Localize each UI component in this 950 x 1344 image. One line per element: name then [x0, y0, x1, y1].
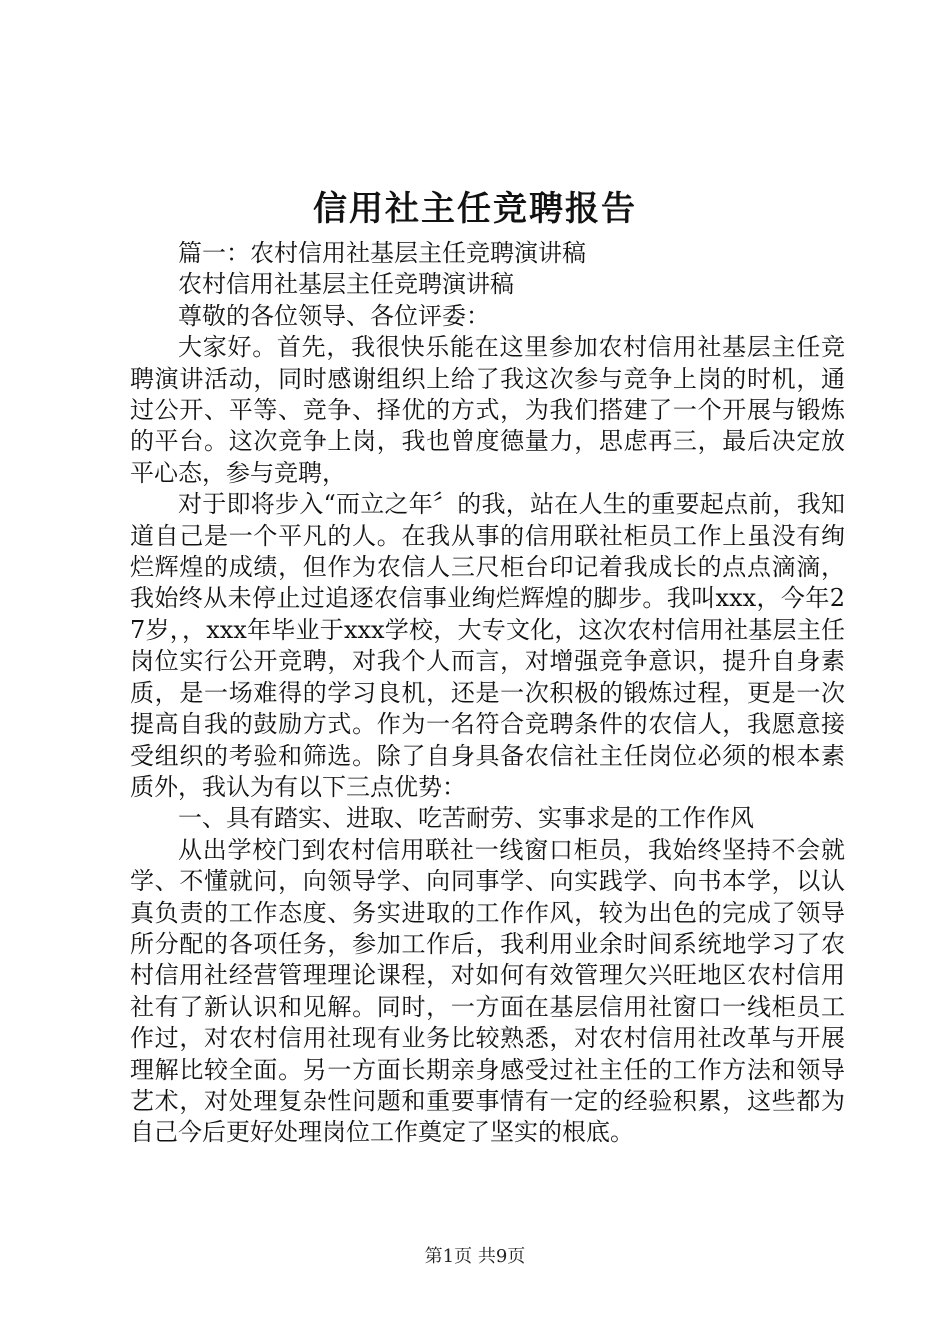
body-paragraph-background: 对于即将步入“而立之年〞的我，站在人生的重要起点前，我知道自己是一个平凡的人。在我从事的信用联社柜员工作上虽没有绚烂辉煌的成绩，但作为农信人三尺柜台印记着我成长的点点滴滴，我始终从未停止过追逐农信事业绚烂辉煌的脚步。我叫xxx，今年27岁，，xxx年毕业于xxx学校，大专文化，这次农村信用社基层主任岗位实行公开竞聘，对我个人而言，对增强竞争意识，提升自身素质，是一场难得的学习良机，还是一次积极的锻炼过程，更是一次提高自我的鼓励方式。作为一名符合竞聘条件的农信人，我愿意接受组织的考验和筛选。除了自身具备农信社主任岗位必须的根本素质外，我认为有以下三点优势：: [130, 490, 845, 801]
document-body: [130, 238, 845, 1149]
body-paragraph-intro: 大家好。首先，我很快乐能在这里参加农村信用社基层主任竞聘演讲活动，同时感谢组织上给了我这次参与竞争上岗的时机，通过公开、平等、竞争、择优的方式，为我们搭建了一个开展与锻炼的平台。这次竞争上岗，我也曾度德量力，思虑再三，最后决定放平心态，参与竞聘，: [130, 333, 845, 487]
section-heading-1: 篇一：农村信用社基层主任竞聘演讲稿: [178, 239, 586, 267]
page-number-footer: 第1页 共9页: [424, 1246, 526, 1267]
speech-title: 农村信用社基层主任竞聘演讲稿: [178, 270, 514, 299]
body-paragraph-advantage-1: 从出学校门到农村信用联社一线窗口柜员，我始终坚持不会就学、不懂就问，向领导学、向同事学、向实践学、向书本学，以认真负责的工作态度、务实进取的工作作风，较为出色的完成了领导所分配的各项任务，参加工作后，我利用业余时间系统地学习了农村信用社经营管理理论课程，对如何有效管理欠兴旺地区农村信用社有了新认识和见解。同时，一方面在基层信用社窗口一线柜员工作过，对农村信用社现有业务比较熟悉，对农村信用社改革与开展理解比较全面。另一方面长期亲身感受过社主任的工作方法和领导艺术，对处理复杂性问题和重要事情有一定的经验积累，这些都为自己今后更好处理岗位工作奠定了坚实的根底。: [130, 835, 845, 1147]
subheading-advantage-1: 一、具有踏实、进取、吃苦耐劳、实事求是的工作作风: [178, 804, 754, 833]
salutation: 尊敬的各位领导、各位评委：: [178, 301, 490, 330]
document-title: 信用社主任竞聘报告: [313, 189, 637, 229]
